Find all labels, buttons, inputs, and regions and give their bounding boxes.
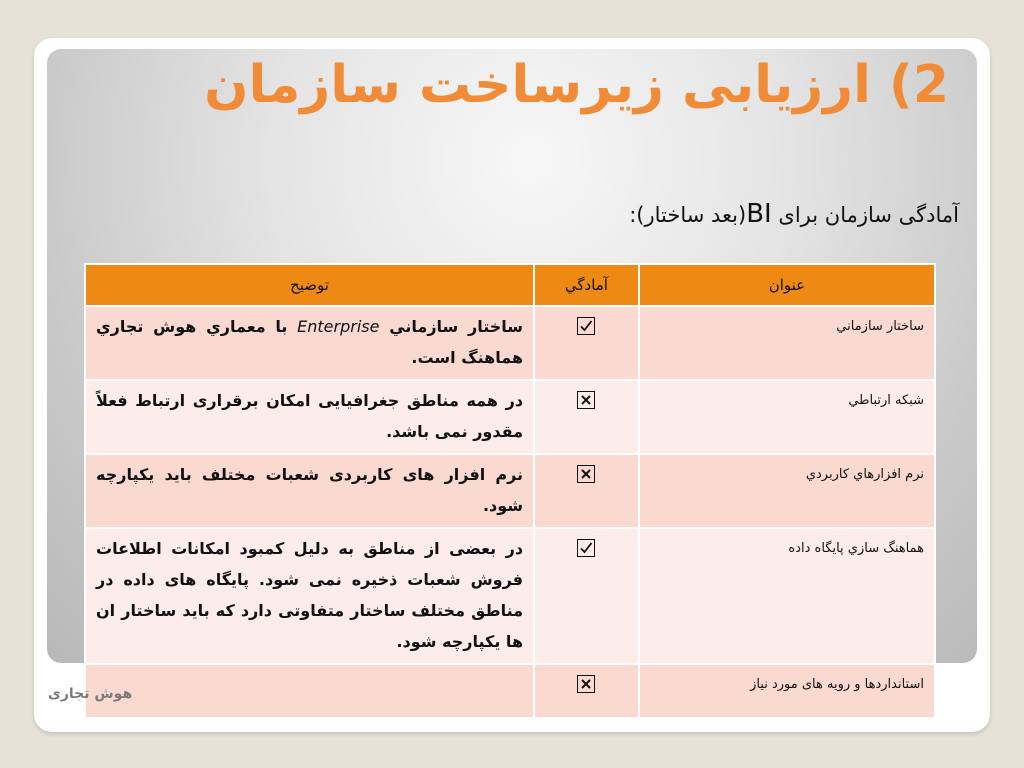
row-title: شبکه ارتباطي [639,380,935,454]
checkbox-checked-icon [577,317,595,335]
row-readiness [534,528,639,664]
subtitle-suffix: (بعد ساختار): [629,203,747,227]
row-title: هماهنگ سازي پايگاه داده [639,528,935,664]
row-title: ساختار سازماني [639,306,935,380]
row-description: در بعضی از مناطق به دليل کمبود امکانات اطلاعات فروش شعبات ذخيره نمی شود. پايگاه های داده در مناطق مختلف ساختار متفاوتی دارد که بايد ساختار ان ها يکپارچه شود. [85,528,534,664]
row-readiness [534,306,639,380]
row-readiness [534,664,639,718]
readiness-table [84,263,936,719]
slide-title: 2) ارزيابی زيرساخت سازمان [204,55,949,115]
row-description [85,664,534,718]
footer-label: هوش تجاری [48,686,133,702]
checkbox-crossed-icon [577,675,595,693]
checkbox-checked-icon [577,539,595,557]
subtitle-bi: BI [746,199,772,229]
row-readiness [534,380,639,454]
table-row [85,380,935,454]
desc-enterprise: Enterprise [297,317,380,336]
subtitle-text: آمادگی سازمان برای [771,203,959,227]
row-readiness [534,454,639,528]
row-description [85,306,534,380]
row-description: در همه مناطق جغرافيايی امکان برقراری ارتباط فعلاً مقدور نمی باشد. [85,380,534,454]
table-row [85,306,935,380]
desc-text: ساختار سازماني [379,317,524,336]
row-description: نرم افزار های کاربردی شعبات مختلف بايد يکپارچه شود. [85,454,534,528]
table-row [85,454,935,528]
header-description: توضيح [85,264,534,306]
checkbox-crossed-icon [577,391,595,409]
checkbox-crossed-icon [577,465,595,483]
table-row [85,528,935,664]
desc-text: با معماري هوش تجاري هماهنگ است. [96,317,524,367]
slide-subtitle [629,199,959,229]
header-readiness: آمادگي [534,264,639,306]
table-row [85,664,935,718]
row-title: نرم افزارهاي کاربردي [639,454,935,528]
slide-content [47,49,977,692]
header-title: عنوان [639,264,935,306]
row-title: استانداردها و رويه های مورد نياز [639,664,935,718]
table-header-row [85,264,935,306]
